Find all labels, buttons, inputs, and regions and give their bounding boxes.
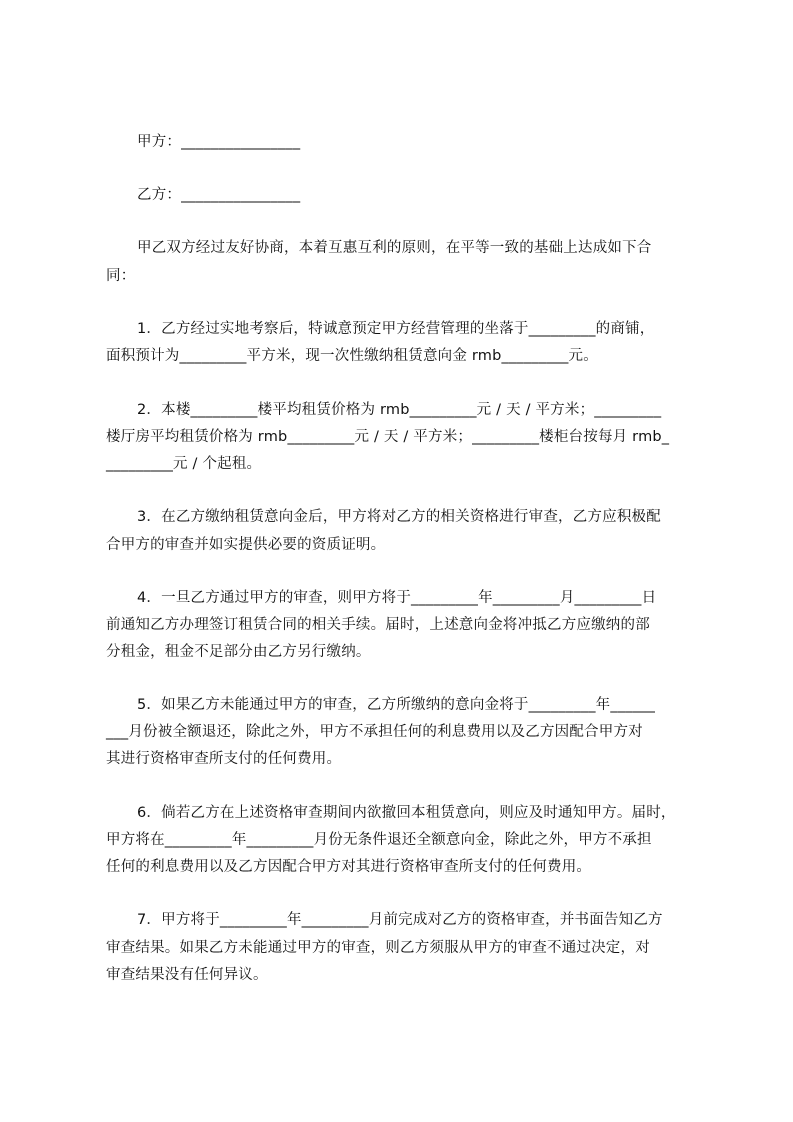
clause-7-line-2: 审查结果。如果乙方未能通过甲方的审查，则乙方须服从甲方的审查不通过决定，对	[106, 940, 650, 956]
clause-1-line-1: 1．乙方经过实地考察后，特诚意预定甲方经营管理的坐落于_________的商铺，	[137, 321, 655, 337]
party-b-line: 乙方：________________	[137, 187, 301, 203]
clause-5-line-2: ___月份被全额退还，除此之外，甲方不承担任何的利息费用以及乙方因配合甲方对	[106, 724, 643, 740]
intro-line-2: 同：	[106, 268, 136, 284]
clause-5-line-3: 其进行资格审查所支付的任何费用。	[106, 751, 342, 767]
clause-5-line-1: 5．如果乙方未能通过甲方的审查，乙方所缴纳的意向金将于_________年______	[137, 697, 656, 713]
clause-4-line-2: 前通知乙方办理签订租赁合同的相关手续。届时，上述意向金将冲抵乙方应缴纳的部	[106, 617, 650, 633]
clause-4-line-1: 4．一旦乙方通过甲方的审查，则甲方将于_________年_________月_________日	[137, 590, 657, 606]
clause-2-line-3: _________元 / 个起租。	[106, 456, 262, 472]
clause-6-line-1: 6．倘若乙方在上述资格审查期间内欲撤回本租赁意向，则应及时通知甲方。届时，	[137, 805, 676, 821]
clause-3-line-2: 合甲方的审查并如实提供必要的资质证明。	[106, 537, 386, 553]
clause-7-line-3: 审查结果没有任何异议。	[106, 967, 268, 983]
clause-1-line-2: 面积预计为_________平方米，现一次性缴纳租赁意向金 rmb_________元。	[106, 348, 598, 364]
clause-3-line-1: 3．在乙方缴纳租赁意向金后，甲方将对乙方的相关资格进行审查，乙方应积极配	[137, 509, 661, 525]
clause-7-line-1: 7．甲方将于_________年_________月前完成对乙方的资格审查，并书面告知乙方	[137, 912, 663, 928]
intro-line-1: 甲乙双方经过友好协商，本着互惠互利的原则，在平等一致的基础上达成如下合	[137, 240, 652, 256]
clause-2-line-1: 2．本楼_________楼平均租赁价格为 rmb_________元 / 天 / 平方米；_________	[137, 402, 662, 418]
clause-6-line-3: 任何的利息费用以及乙方因配合甲方对其进行资格审查所支付的任何费用。	[106, 859, 592, 875]
clause-6-line-2: 甲方将在_________年_________月份无条件退还全额意向金，除此之外，甲方不承担	[106, 832, 652, 848]
clause-4-line-3: 分租金，租金不足部分由乙方另行缴纳。	[106, 644, 371, 660]
clause-2-line-2: 楼厅房平均租赁价格为 rmb_________元 / 天 / 平方米；_________楼柜台按每月 rmb_	[106, 429, 670, 445]
party-a-line: 甲方：________________	[137, 134, 301, 150]
